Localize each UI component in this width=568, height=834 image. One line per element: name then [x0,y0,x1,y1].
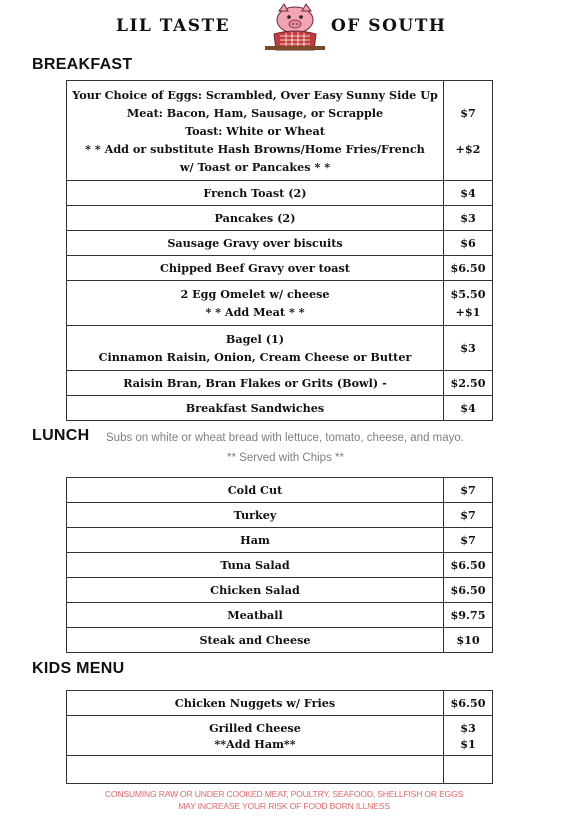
menu-header [0,0,568,52]
menu-item-name [67,578,444,603]
menu-item-price [444,396,493,421]
menu-item-line: Chicken Salad [210,582,300,597]
menu-item-price [444,628,493,653]
menu-item-name [67,256,444,281]
menu-item-price [444,206,493,231]
menu-item-price [444,691,493,716]
kids-menu-row [67,691,493,716]
menu-item-price [444,81,493,181]
menu-item-line: Grilled Cheese [209,720,301,735]
menu-item-name [67,716,444,756]
menu-item-price-value: $7 [460,532,476,547]
warning-line-2: MAY INCREASE YOUR RISK OF FOOD BORN ILLNESS [178,801,390,811]
menu-item-name [67,628,444,653]
menu-item-price-value: $4 [460,400,476,415]
menu-item-price [444,756,493,784]
breakfast-menu-row [67,281,493,326]
lunch-menu-row [67,578,493,603]
kids-menu-row [67,756,493,784]
menu-item-price-value: $7 [460,507,476,522]
menu-item-line: Chipped Beef Gravy over toast [160,260,350,275]
kids-menu-row [67,716,493,756]
menu-item-price [444,326,493,371]
menu-item-price-value: $1 [460,736,476,751]
menu-item-line: Meat: Bacon, Ham, Sausage, or Scrapple [126,105,384,120]
breakfast-menu-row [67,81,493,181]
lunch-menu-row [67,478,493,503]
lunch-note: Subs on white or wheat bread with lettuce, tomato, cheese, and mayo. [106,432,464,444]
menu-item-price-value: +$2 [455,141,481,156]
lunch-menu-row [67,628,493,653]
menu-item-price [444,371,493,396]
menu-item-price-value: $6.50 [450,695,486,710]
menu-item-price-value: $3 [460,720,476,735]
menu-item-price-value: $6.50 [450,260,486,275]
menu-item-line: Breakfast Sandwiches [185,400,325,415]
menu-item-name [67,281,444,326]
menu-item-line: Meatball [227,607,283,622]
menu-item-name [67,603,444,628]
menu-item-price-value: +$1 [455,305,481,319]
menu-item-price-value: $7 [460,105,476,120]
menu-item-line: Pancakes (2) [214,210,296,225]
menu-item-line: * * Add or substitute Hash Browns/Home Fries/French [85,141,425,156]
menu-item-line: **Add Ham** [214,736,296,751]
menu-item-price-value: $5.50 [450,287,486,301]
title-left: LIL TASTE [116,16,231,36]
breakfast-menu-row [67,326,493,371]
lunch-note-chips: ** Served with Chips ** [227,452,344,464]
menu-item-price-value: $3 [460,341,476,355]
menu-item-price-value: $10 [456,632,480,647]
menu-item-name [67,553,444,578]
menu-item-line: 2 Egg Omelet w/ cheese [180,287,330,301]
lunch-menu-row [67,503,493,528]
lunch-table [66,477,493,653]
menu-item-price [444,281,493,326]
lunch-menu-row [67,528,493,553]
menu-item-price-value: $6 [460,235,476,250]
breakfast-menu-row [67,206,493,231]
menu-item-price [444,716,493,756]
menu-item-name [67,396,444,421]
breakfast-menu-row [67,256,493,281]
menu-item-name [67,528,444,553]
kids-heading: KIDS MENU [32,660,125,677]
menu-item-price-value: $7 [460,482,476,497]
menu-item-name [67,81,444,181]
breakfast-menu-row [67,396,493,421]
menu-item-line: Turkey [233,507,277,522]
menu-item-name [67,478,444,503]
menu-item-price [444,603,493,628]
menu-item-price [444,181,493,206]
menu-item-name [67,326,444,371]
menu-item-line: Cinnamon Raisin, Onion, Cream Cheese or Butter [98,350,412,364]
menu-item-line: Ham [240,532,270,547]
menu-item-line: Cold Cut [227,482,283,497]
menu-item-price [444,528,493,553]
menu-item-name [67,231,444,256]
menu-item-name [67,756,444,784]
pig-chef-logo-icon [262,2,328,52]
kids-table [66,690,493,784]
menu-item-line: w/ Toast or Pancakes * * [179,159,331,174]
breakfast-menu-row [67,371,493,396]
menu-item-line: Your Choice of Eggs: Scrambled, Over Easy Sunny Side Up [72,87,438,102]
menu-item-name [67,503,444,528]
menu-item-price [444,578,493,603]
menu-item-price-value: $6.50 [450,557,486,572]
lunch-menu-row [67,603,493,628]
menu-item-price [444,256,493,281]
menu-item-name [67,691,444,716]
menu-item-line: Toast: White or Wheat [185,123,325,138]
menu-item-line: Raisin Bran, Bran Flakes or Grits (Bowl) - [123,375,387,390]
menu-item-price [444,478,493,503]
menu-item-line: Tuna Salad [220,557,290,572]
menu-item-name [67,206,444,231]
menu-item-price-value: $4 [460,185,476,200]
menu-item-line: Steak and Cheese [199,632,311,647]
menu-item-price-value: $9.75 [450,607,486,622]
breakfast-table [66,80,493,421]
menu-item-price-value: $6.50 [450,582,486,597]
menu-item-line: * * Add Meat * * [205,305,305,319]
warning-line-1: CONSUMING RAW OR UNDER COOKED MEAT, POULTRY, SEAFOOD, SHELLFISH OR EGGS [104,789,464,799]
menu-item-price-value: $3 [460,210,476,225]
menu-item-price [444,553,493,578]
menu-item-price [444,231,493,256]
breakfast-menu-row [67,231,493,256]
menu-item-line: French Toast (2) [203,185,307,200]
title-right: OF SOUTH [331,16,447,36]
breakfast-heading: BREAKFAST [32,56,133,73]
menu-item-price [444,503,493,528]
menu-item-line: Chicken Nuggets w/ Fries [174,695,336,710]
lunch-menu-row [67,553,493,578]
breakfast-menu-row [67,181,493,206]
menu-item-line: Sausage Gravy over biscuits [167,235,343,250]
menu-item-price-value: $2.50 [450,375,486,390]
menu-item-line: Bagel (1) [225,332,285,346]
menu-item-name [67,371,444,396]
lunch-heading: LUNCH [32,427,90,444]
menu-item-name [67,181,444,206]
